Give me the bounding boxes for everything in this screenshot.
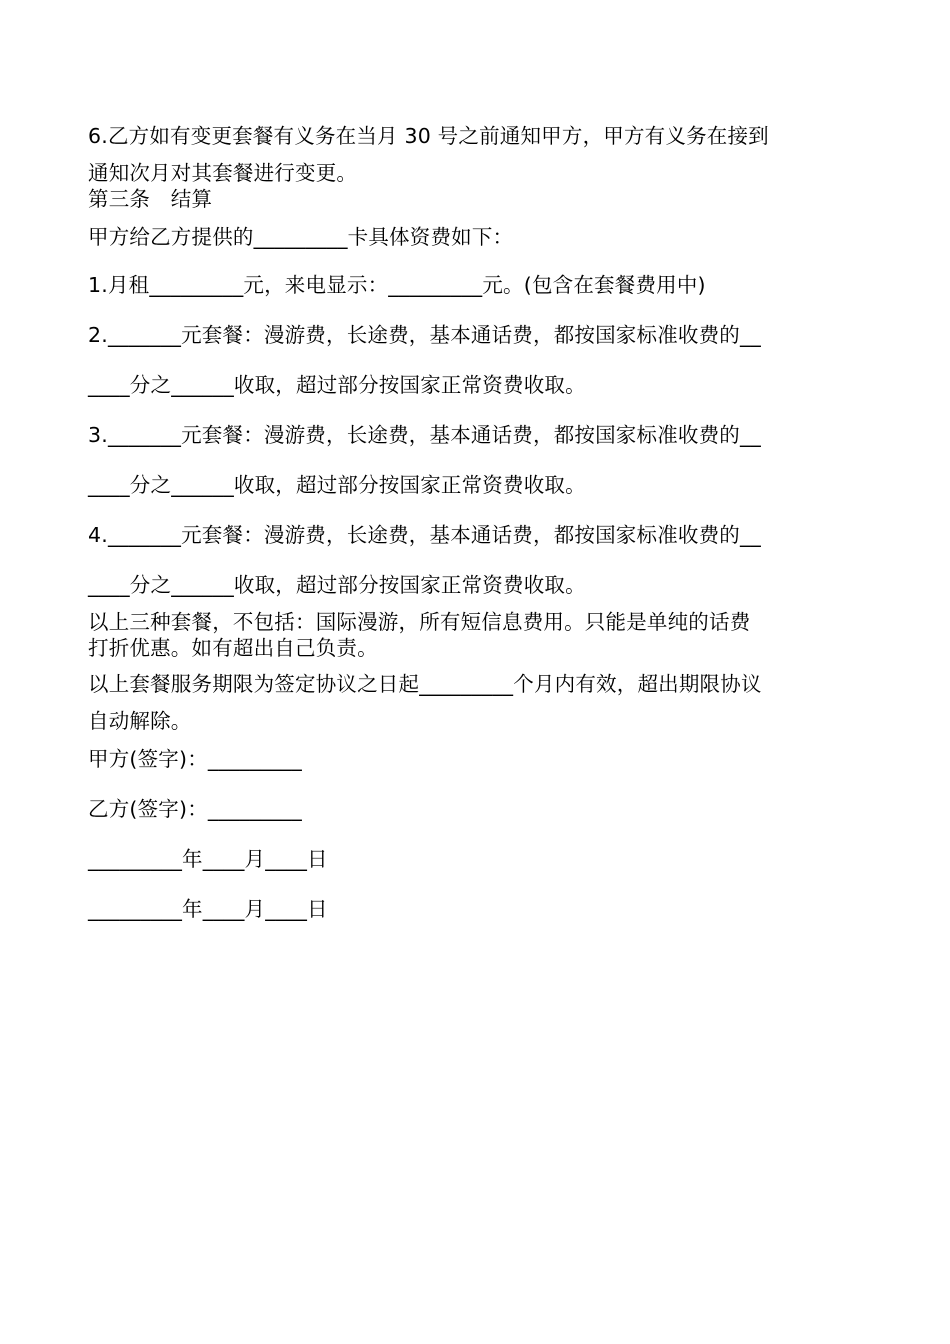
section-heading-settlement: 第三条 结算 [88, 187, 213, 211]
party-a-signature: 甲方(签字)：_________ [88, 747, 302, 771]
item-2-line-1: 2._______元套餐：漫游费，长途费，基本通话费，都按国家标准收费的__ [88, 323, 761, 347]
exclusions-line-2: 打折优惠。如有超出自己负责。 [88, 636, 378, 660]
item-2-line-2: ____分之______收取，超过部分按国家正常资费收取。 [88, 373, 586, 397]
date-line-a: _________年____月____日 [88, 847, 328, 871]
date-line-b: _________年____月____日 [88, 897, 328, 921]
exclusions-line-1: 以上三种套餐，不包括：国际漫游，所有短信息费用。只能是单纯的话费 [88, 610, 751, 634]
clause-6-line-2: 通知次月对其套餐进行变更。 [88, 161, 358, 185]
term-line-1: 以上套餐服务期限为签定协议之日起_________个月内有效，超出期限协议 [88, 672, 762, 696]
tariff-intro: 甲方给乙方提供的_________卡具体资费如下： [88, 225, 514, 249]
clause-6-line-1: 6.乙方如有变更套餐有义务在当月 30 号之前通知甲方，甲方有义务在接到 [88, 124, 769, 148]
term-line-2: 自动解除。 [88, 709, 192, 733]
item-4-line-2: ____分之______收取，超过部分按国家正常资费收取。 [88, 573, 586, 597]
item-3-line-2: ____分之______收取，超过部分按国家正常资费收取。 [88, 473, 586, 497]
item-3-line-1: 3._______元套餐：漫游费，长途费，基本通话费，都按国家标准收费的__ [88, 423, 761, 447]
item-1-monthly-rent: 1.月租_________元，来电显示：_________元。(包含在套餐费用中) [88, 273, 706, 297]
party-b-signature: 乙方(签字)：_________ [88, 797, 302, 821]
item-4-line-1: 4._______元套餐：漫游费，长途费，基本通话费，都按国家标准收费的__ [88, 523, 761, 547]
